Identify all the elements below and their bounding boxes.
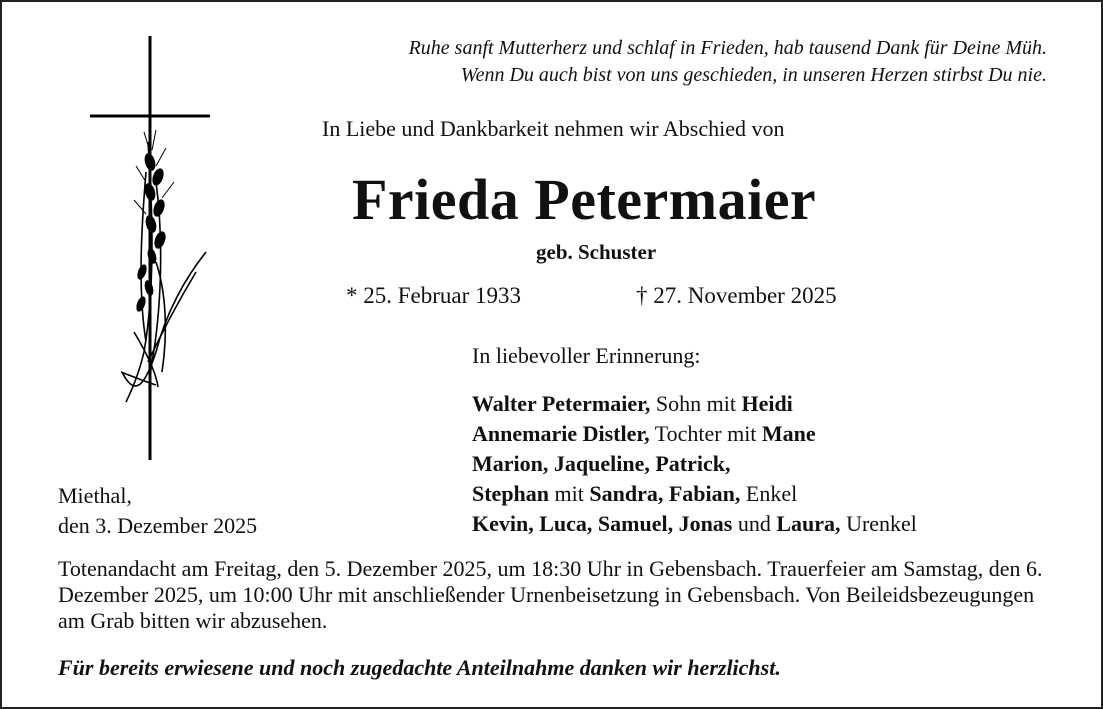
family-segment: Stephan <box>472 481 550 506</box>
thanks-text: Für bereits erwiesene und noch zugedachte Anteilnahme danken wir herzlichst. <box>58 655 781 680</box>
town: Miethal, <box>58 483 132 508</box>
family-line <box>472 449 917 479</box>
family-segment: Walter Petermaier, <box>472 391 651 416</box>
cross-with-wheat-icon <box>86 32 216 464</box>
verse-line-1: Ruhe sanft Mutterherz und schlaf in Frieden, hab tausend Dank für Deine Müh. <box>408 37 1047 59</box>
family-segment: Laura, <box>776 511 841 536</box>
family-segment: mit <box>549 481 590 506</box>
family-segment: Enkel <box>740 481 798 506</box>
family-segment: Annemarie Distler, <box>472 421 650 446</box>
family-line <box>472 419 917 449</box>
family-segment: Urenkel <box>840 511 917 536</box>
family-line <box>472 479 917 509</box>
death-date: † 27. November 2025 <box>636 283 837 308</box>
deceased-name: Frieda Petermaier <box>352 167 817 232</box>
family-segment: Sandra, Fabian, <box>589 481 741 506</box>
family-segment: Sohn mit <box>650 391 742 416</box>
family-segment: Tochter mit <box>649 421 762 446</box>
maiden-name: geb. Schuster <box>536 240 657 264</box>
family-line <box>472 389 917 419</box>
intro-text: In Liebe und Dankbarkeit nehmen wir Abschied von <box>322 116 785 141</box>
family-segment: und <box>732 511 777 536</box>
birth-date: * 25. Februar 1933 <box>346 283 522 308</box>
service-notice: Totenandacht am Freitag, den 5. Dezember 2025, um 18:30 Uhr in Gebensbach. Trauerfeier am Samstag, den 6. Dezember 2025, um 10:00 Uhr mit anschließender Urnenbeisetzung in Gebensbach. Von Beileidsbezeugungen am Grab bitten wir abzusehen. <box>58 556 1043 633</box>
family-line <box>472 509 917 539</box>
family-segment: Mane <box>761 421 816 446</box>
family-segment: Kevin, Luca, Samuel, Jonas <box>472 511 733 536</box>
family-segment: Heidi <box>741 391 793 416</box>
place-date <box>58 481 257 541</box>
date: den 3. Dezember 2025 <box>58 513 258 538</box>
family-list <box>472 389 917 539</box>
family-segment: Marion, Jaqueline, Patrick, <box>472 451 731 476</box>
memorial-heading: In liebevoller Erinnerung: <box>472 343 701 368</box>
verse-line-2: Wenn Du auch bist von uns geschieden, in unseren Herzen stirbst Du nie. <box>460 64 1047 86</box>
